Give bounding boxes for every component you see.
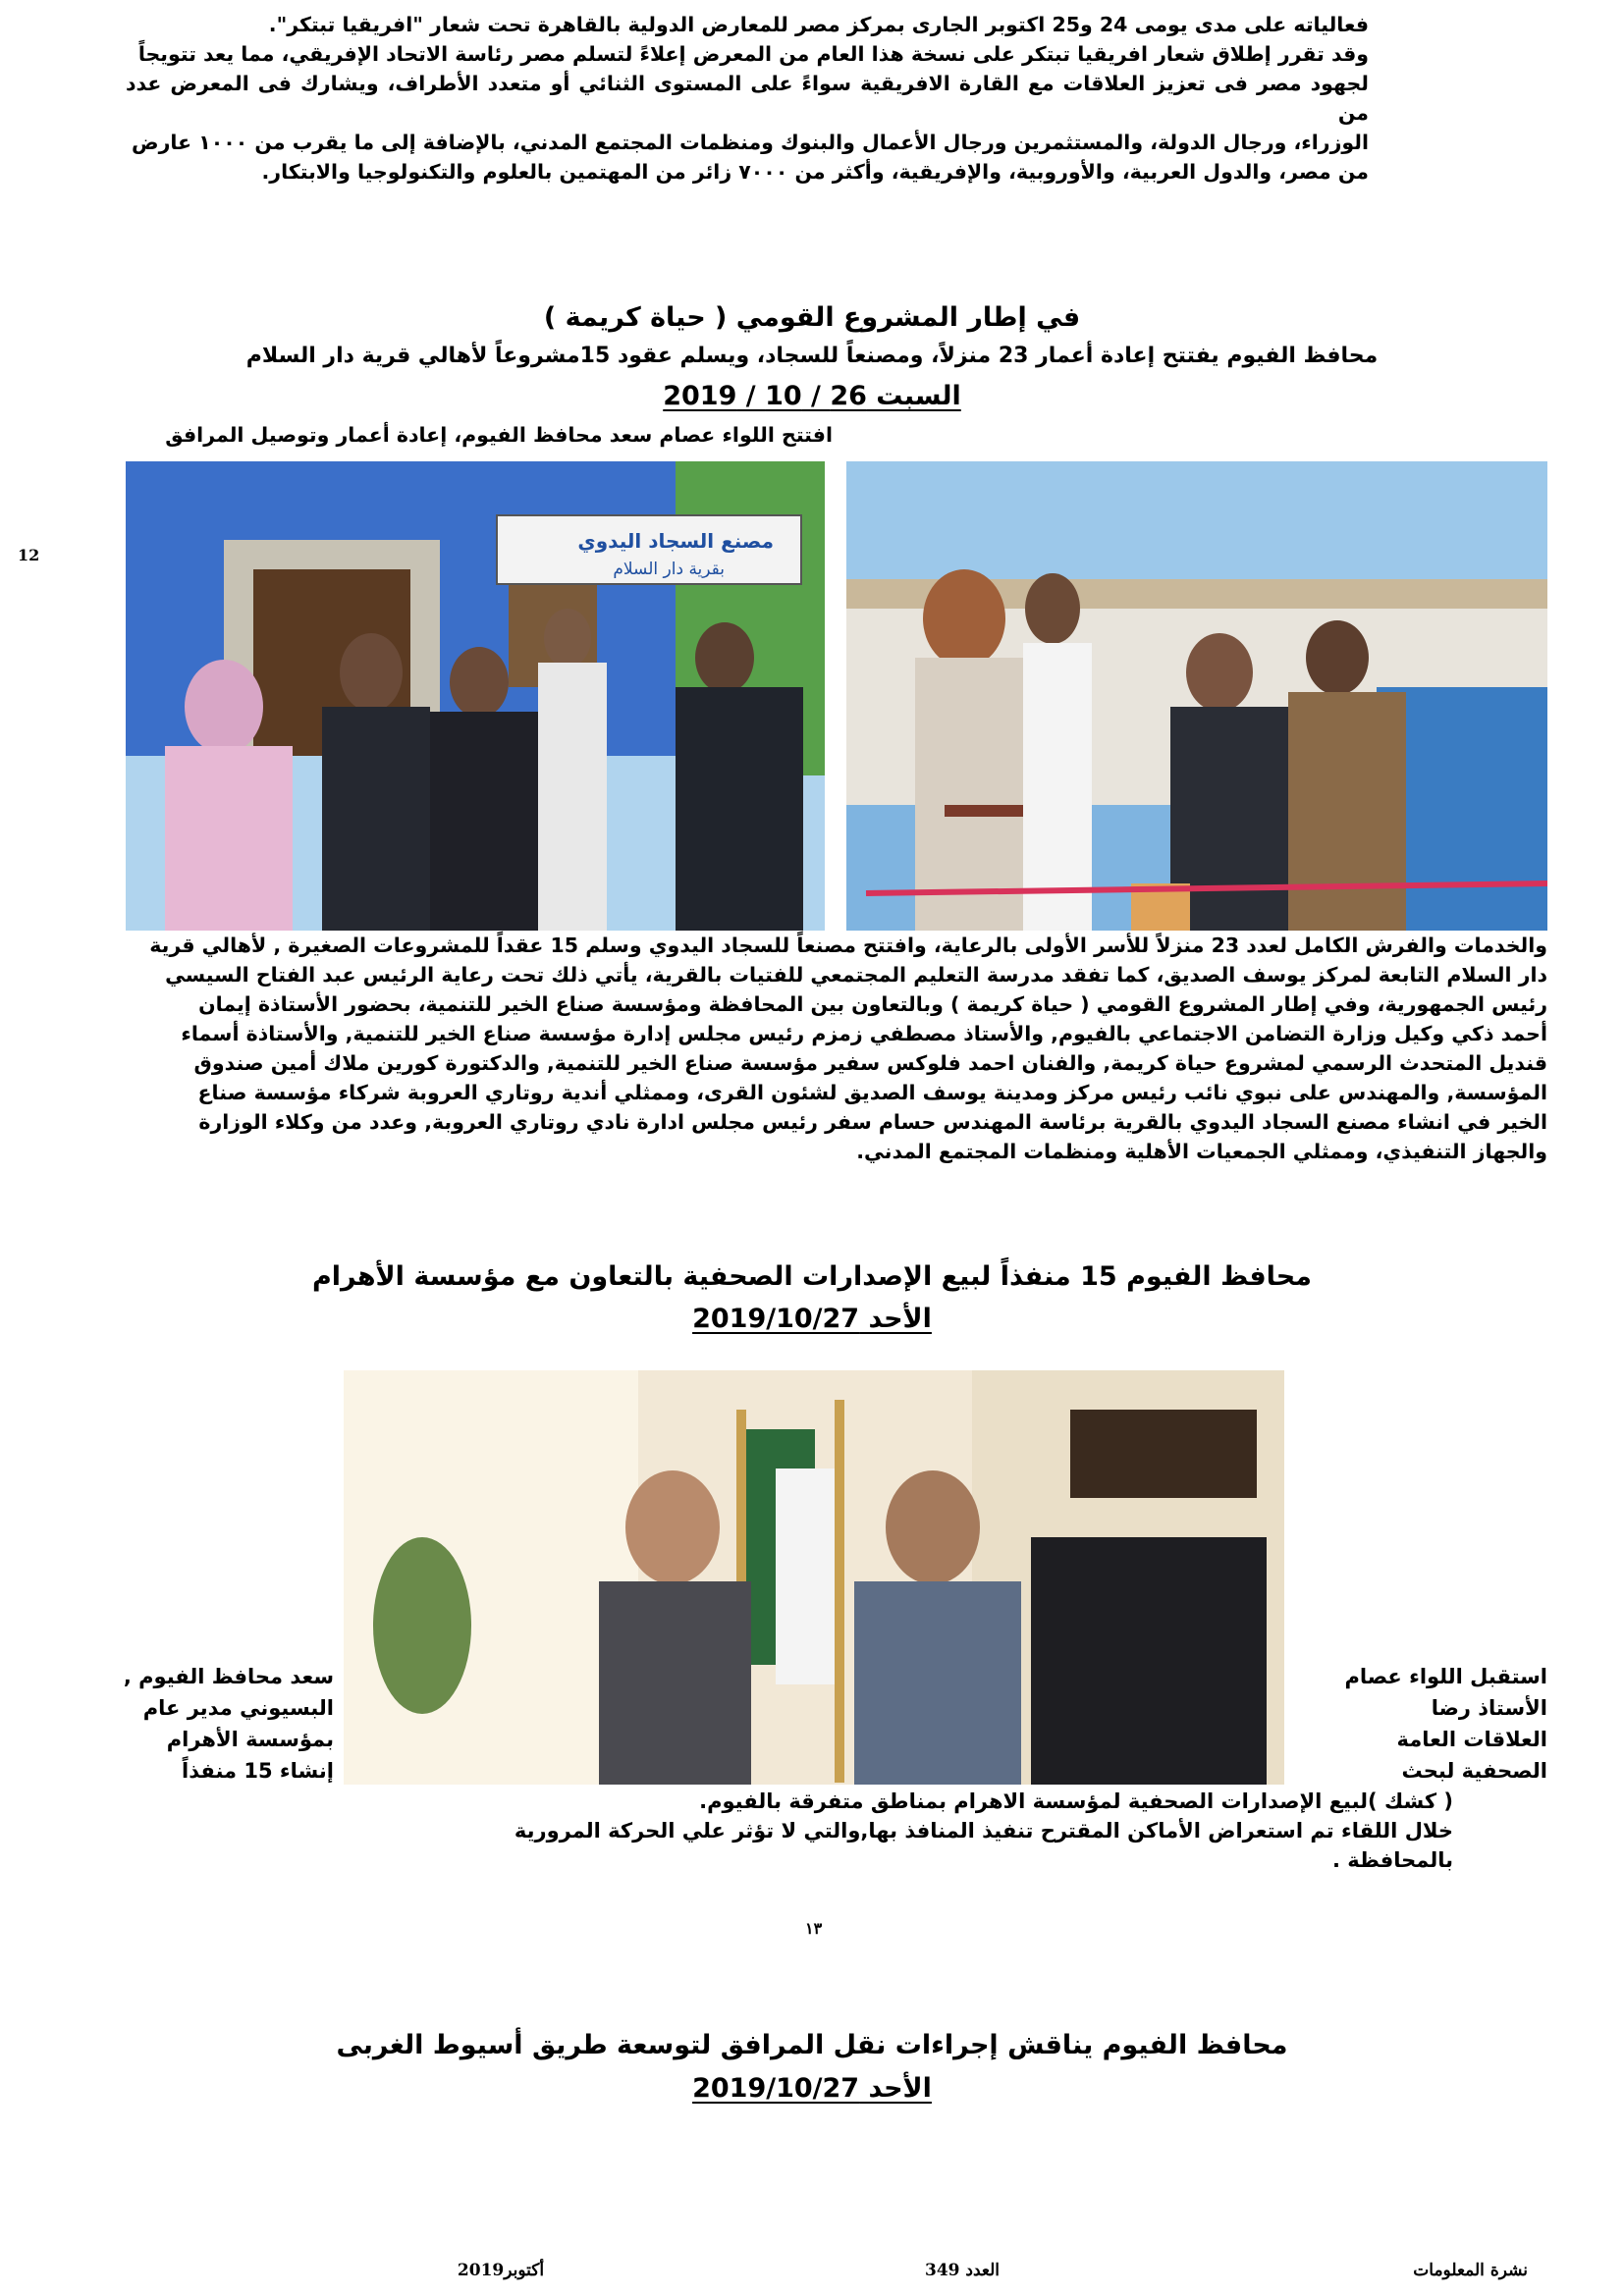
article2-title: محافظ الفيوم 15 منفذاً لبيع الإصدارات الصحفية بالتعاون مع مؤسسة الأهرام <box>312 1261 1312 1292</box>
article3-date-text: الأحد 2019/10/27 <box>692 2073 932 2104</box>
caption-line: الصحفية لبحث <box>1401 1759 1547 1783</box>
center-page-number: ١٣ <box>805 1919 823 1938</box>
article2-date <box>0 1304 1624 1334</box>
caption-line: استقبل اللواء عصام <box>1344 1665 1547 1688</box>
intro-line: وقد تقرر إطلاق شعار افريقيا تبتكر على نسخة هذا العام من المعرض إعلاءً لتسلم مصر رئاسة الاتحاد الإفريقي، مما يعد تتويجاً <box>137 42 1369 66</box>
ribbon-cutting-photo <box>846 461 1547 931</box>
carpet-factory-photo <box>126 461 825 931</box>
article2-caption-left <box>108 1661 334 1787</box>
intro-line: فعالياته على مدى يومى 24 و25 اكتوبر الجارى بمركز مصر للمعارض الدولية بالقاهرة تحت شعار "افريقيا تبتكر". <box>268 13 1369 36</box>
caption-line: البسيوني مدير عام <box>142 1696 334 1720</box>
body-line: الخير في انشاء مصنع السجاد اليدوي بالقرية برئاسة المهندس حسام سفر رئيس مجلس ادارة نادي روتاري العروبة, وعدد من وكلاء الوزارة <box>198 1110 1547 1134</box>
body-line: المؤسسة, والمهندس على نبوي نائب رئيس مركز ومدينة يوسف الصديق لشئون القرى، وممثلي أندية روتاري العروبة شركاء مؤسسة صناع <box>197 1081 1547 1104</box>
body-line: والجهاز التنفيذي، وممثلي الجمعيات الأهلية ومنظمات المجتمع المدني. <box>856 1140 1547 1163</box>
caption-line: الأستاذ رضا <box>1431 1696 1547 1720</box>
article3-date <box>0 2073 1624 2104</box>
caption-line: إنشاء 15 منفذاً <box>182 1759 334 1783</box>
side-page-number: 12 <box>18 546 40 564</box>
intro-line: الوزراء، ورجال الدولة، والمستثمرين ورجال الأعمال والبنوك ومنظمات المجتمع المدني، بالإضافة إلى ما يقرب من ١٠٠٠ عارض <box>132 131 1369 154</box>
footer-publication: نشرة المعلومات <box>1413 2261 1528 2280</box>
article1-lead: افتتح اللواء عصام سعد محافظ الفيوم، إعادة أعمار وتوصيل المرافق <box>165 423 833 447</box>
article2-caption-right <box>1294 1661 1547 1787</box>
article1-body <box>126 931 1547 1166</box>
caption-line: سعد محافظ الفيوم , <box>123 1665 334 1688</box>
footer-issue: العدد 349 <box>924 2261 1001 2280</box>
body-line: أحمد ذكي وكيل وزارة التضامن الاجتماعي بالفيوم, والأستاذ مصطفي زمزم رئيس مجلس إدارة مؤسسة صناع الخير للتنمية, والأستاذة أسماء <box>181 1022 1547 1045</box>
article3-title: محافظ الفيوم يناقش إجراءات نقل المرافق لتوسعة طريق أسيوط الغربى <box>336 2030 1288 2060</box>
intro-line: من مصر، والدول العربية، والأوروبية، والإفريقية، وأكثر من ٧٠٠٠ زائر من المهتمين بالعلوم والتكنولوجيا والابتكار. <box>261 160 1369 184</box>
tail-line: خلال اللقاء تم استعراض الأماكن المقترح تنفيذ المنافذ بها,والتي لا تؤثر علي الحركة المرورية بالمحافظة . <box>514 1819 1453 1872</box>
article1-subtitle: محافظ الفيوم يفتتح إعادة أعمار 23 منزلاً، ومصنعاً للسجاد، ويسلم عقود 15مشروعاً لأهالي قرية دار السلام <box>245 344 1379 368</box>
tail-line: ( كشك )لبيع الإصدارات الصحفية لمؤسسة الاهرام بمناطق متفرقة بالفيوم. <box>699 1789 1453 1813</box>
article2-date-text: الأحد 2019/10/27 <box>692 1304 932 1334</box>
intro-paragraph <box>126 10 1369 187</box>
caption-line: العلاقات العامة <box>1396 1728 1547 1751</box>
body-line: دار السلام التابعة لمركز يوسف الصديق، كما تفقد مدرسة التعليم المجتمعي للفتيات بالقرية، يأتي ذلك تحت رعاية الرئيس عبد الفتاح السيسي <box>165 963 1547 987</box>
body-line: قنديل المتحدث الرسمي لمشروع حياة كريمة, والفنان احمد فلوكس سفير مؤسسة صناع الخير للتنمية, والدكتورة كورين ملاك أمين صندوق <box>193 1051 1547 1075</box>
article1-date-text: السبت 26 / 10 / 2019 <box>663 381 961 411</box>
sign-line2: بقرية دار السلام <box>613 560 725 579</box>
article1-title: في إطار المشروع القومي ( حياة كريمة ) <box>543 302 1081 333</box>
intro-line: لجهود مصر فى تعزيز العلاقات مع القارة الافريقية سواءً على المستوى الثنائي أو متعدد الأطراف، ويشارك فى المعرض عدد من <box>126 72 1369 125</box>
article1-date <box>0 381 1624 411</box>
footer-month: أكتوبر2019 <box>457 2261 545 2280</box>
sign-line1: مصنع السجاد اليدوي <box>577 529 774 553</box>
body-line: والخدمات والفرش الكامل لعدد 23 منزلاً للأسر الأولى بالرعاية، وافتتح مصنعاً للسجاد اليدوي وسلم 15 عقداً للمشروعات الصغيرة , لأهالي قرية <box>149 934 1547 957</box>
body-line: رئيس الجمهورية، وفي إطار المشروع القومي ( حياة كريمة ) وبالتعاون بين المحافظة ومؤسسة صناع الخير للتنمية، بحضور الأستاذة إيمان <box>198 992 1547 1016</box>
meeting-photo <box>344 1370 1284 1785</box>
article2-tail <box>471 1787 1453 1875</box>
caption-line: بمؤسسة الأهرام <box>166 1728 334 1751</box>
